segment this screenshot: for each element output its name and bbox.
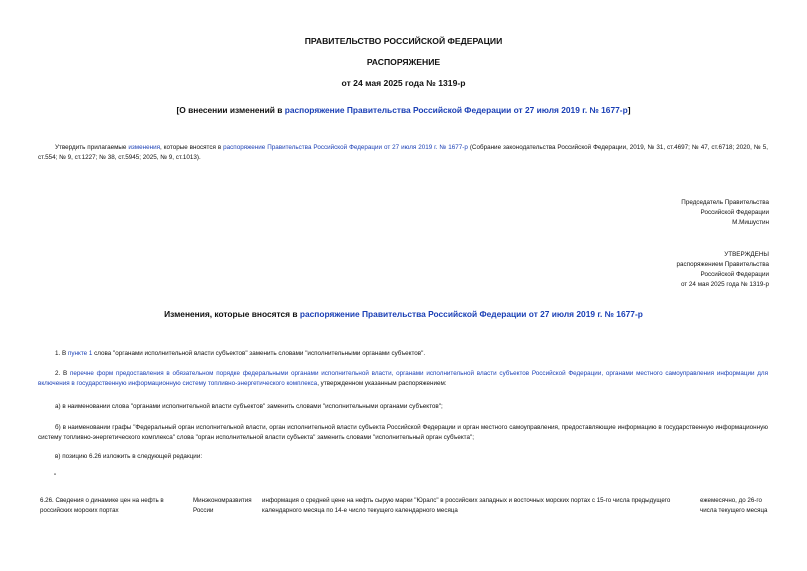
table-cell-frequency: ежемесячно, до 26-го числа текущего месяца <box>700 497 768 514</box>
document-date: от 24 мая 2025 года № 1319-р <box>341 78 466 88</box>
approved-line-2: распоряжением Правительства <box>676 261 769 268</box>
item-1-text-b: слова "органами исполнительной власти субъектов" заменить словами "исполнительными органами субъектов". <box>92 350 426 357</box>
document-type: РАСПОРЯЖЕНИЕ <box>366 57 441 67</box>
quote-mark: " <box>54 473 57 480</box>
item-1-text-a: 1. В <box>55 350 68 357</box>
approved-line-3: Российской Федерации <box>700 271 769 278</box>
subitem-a: а) в наименовании слова "органами исполнительной власти субъектов" заменить словами "исполнительными органами субъектов"; <box>55 403 443 410</box>
signature-name: М.Мишустин <box>732 219 769 226</box>
approved-block <box>469 250 769 290</box>
item-2-text-a: 2. В <box>55 370 70 377</box>
approved-line-4: от 24 мая 2025 года № 1319-р <box>680 281 769 288</box>
intro-text-2: , которые вносятся в <box>160 144 224 151</box>
signature-block <box>469 198 769 228</box>
approved-line-1: УТВЕРЖДЕНЫ <box>724 251 769 258</box>
intro-text-3: (Собрание законодательства Российской Федерации, 2019, № 31, ст.4697; № 47, ст.6718; 2020, № 5, ст.554; № 9, ст.1227; № 38, ст.5945; 2025, № 9, ст.1013). <box>38 144 768 161</box>
intro-text-1: Утвердить прилагаемые <box>55 144 129 151</box>
item-2-link[interactable]: перечне форм предоставления в обязательном порядке федеральными органами исполнительной власти, органами исполнительной власти субъектов Российской Федерации, органами местного самоуправления информации для включения в государственную информационную систему топливно-энергетического комплекса <box>38 370 768 387</box>
table-cell-agency: Минэкономразвития России <box>193 497 252 514</box>
government-title: ПРАВИТЕЛЬСТВО РОССИЙСКОЙ ФЕДЕРАЦИИ <box>304 36 503 46</box>
changes-title-text: Изменения, которые вносятся в <box>164 309 300 319</box>
signature-line-1: Председатель Правительства <box>681 199 769 206</box>
subject-link[interactable]: распоряжение Правительства Российской Федерации от 27 июля 2019 г. № 1677-р <box>284 105 628 115</box>
changes-title-link[interactable]: распоряжение Правительства Российской Федерации от 27 июля 2019 г. № 1677-р <box>299 309 643 319</box>
intro-link-order[interactable]: распоряжение Правительства Российской Федерации от 27 июля 2019 г. № 1677-р <box>223 144 468 151</box>
item-2 <box>38 369 768 389</box>
document-subject <box>0 105 807 115</box>
item-1-link[interactable]: пункте 1 <box>67 350 93 357</box>
item-1 <box>38 349 768 359</box>
changes-title <box>0 309 807 319</box>
signature-line-2: Российской Федерации <box>700 209 769 216</box>
table-cell-information: информация о средней цене на нефть сырую марки "Юралс" в российских западных и восточных морских портах с 15-го числа предыдущего календарного месяца по 14-е число текущего календарного месяца <box>262 497 671 514</box>
item-2-text-b: , утвержденном указанным распоряжением: <box>317 380 447 387</box>
subitem-v: в) позицию 6.26 изложить в следующей редакции: <box>55 453 203 460</box>
subject-open: [О внесении изменений в <box>176 105 285 115</box>
table-cell-item: 6.26. Сведения о динамике цен на нефть в российских морских портах <box>40 497 164 514</box>
intro-paragraph <box>38 143 768 163</box>
subject-close: ] <box>627 105 631 115</box>
subitem-b: б) в наименовании графы "Федеральный орган исполнительной власти, орган исполнительной власти субъекта Российской Федерации и орган местного самоуправления, предоставляющие информацию в государственную информационную систему топливно-энергетического комплекса" слова "орган исполнительной власти субъекта" заменить словами "исполнительный орган субъекта"; <box>38 424 768 441</box>
intro-link-changes[interactable]: изменения <box>128 144 160 151</box>
